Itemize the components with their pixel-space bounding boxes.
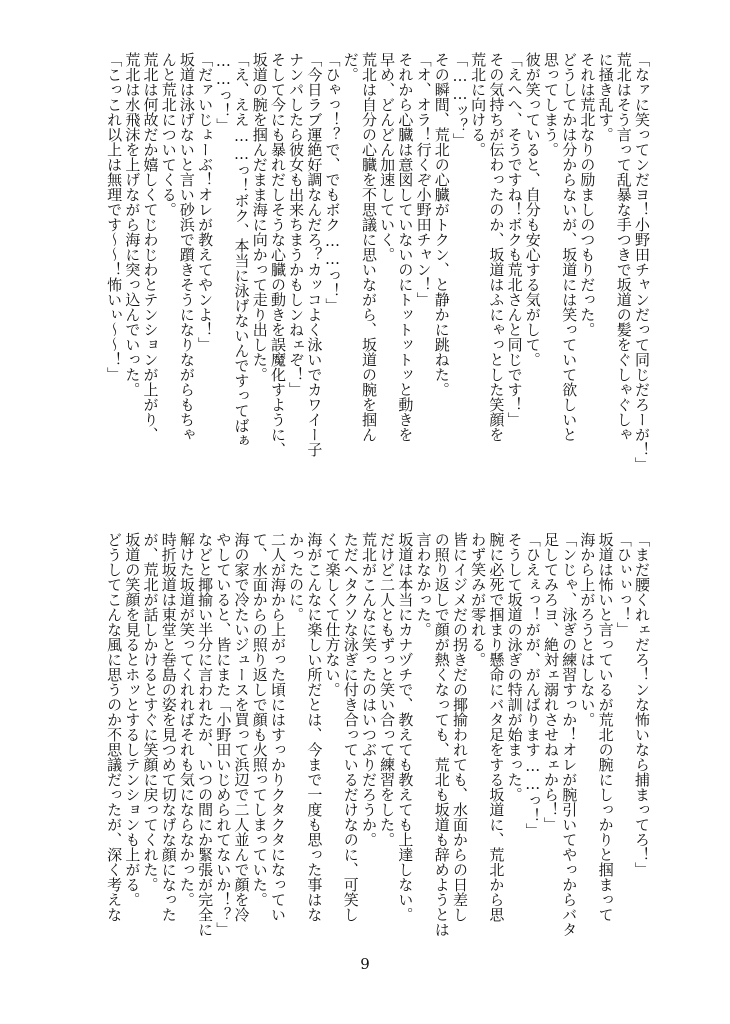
text-column: ……っ！」 xyxy=(214,52,233,133)
text-column: の照り返しで顔が熱くなっても、荒北も坂道も辞めようとは xyxy=(432,532,451,937)
text-column: 「ひゃっ！？で、でもボク……っ！」 xyxy=(323,52,342,313)
text-column: 荒北は何故だか嬉しくてじわじわとテンションが上がり、 xyxy=(141,52,160,442)
text-column: 荒北がこんなに笑ったのはいつぶりだろうか。 xyxy=(359,532,378,847)
text-column: そして今にも暴れだしそうな心臓の動きを誤魔化すように、 xyxy=(268,52,287,457)
text-column: わず笑みが零れる。 xyxy=(469,532,488,667)
text-column: 「なァに笑ってンだヨ！小野田チャンだって同じだろーが！」 xyxy=(633,52,651,472)
text-column: 荒北は自分の心臓を不思議に思いながら、坂道の腕を掴ん xyxy=(359,52,378,442)
text-column: やしていると、皆にまた「小野田いじめられてないか！？」 xyxy=(214,532,233,937)
text-column: 解けた坂道が笑ってくれればそれも気にならなかった。 xyxy=(177,532,196,907)
text-column: 「オ、オラ！行くぞ小野田チャン！」 xyxy=(414,52,433,307)
text-column: 思ってしまう。 xyxy=(541,52,560,157)
page-number: 9 xyxy=(360,955,370,973)
text-column: だ。 xyxy=(341,52,360,82)
text-column: 言わなかった。 xyxy=(414,532,433,637)
text-column: 「まだ腰くれェだろ！ンな怖いなら捕まってろ！」 xyxy=(633,532,651,877)
text-column: 「ひぃぃっ！」 xyxy=(614,532,633,637)
text-column: それから心臓は意図していないのにトットットッと動きを xyxy=(396,52,415,442)
text-column: 海がこんなに楽しい所だとは、今まで一度も思った事はな xyxy=(305,532,324,922)
text-column: そうして坂道の泳ぎの特訓が始まった。 xyxy=(505,532,524,802)
text-column: 坂道は泳げないと言い砂浜で躓きそうになりながらもちゃ xyxy=(177,52,196,442)
text-column: んと荒北についてくる。 xyxy=(159,52,178,217)
text-column: 「ひえぇっ！がが、がんばります……っ！」 xyxy=(523,532,542,838)
text-column: 彼が笑っていると、自分も安心する気がして。 xyxy=(523,52,542,367)
text-column: その瞬間、荒北の心臓がトクン、と静かに跳ねた。 xyxy=(432,52,451,397)
text-column: だけど二人ともずっと笑い合って練習をした。 xyxy=(378,532,397,847)
text-column: 「ンじゃ、泳ぎの練習すっか！オレが腕引いてやっからバタ xyxy=(560,532,579,937)
text-column: 二人が海から上がった頃にはすっかりクタクタになってい xyxy=(268,532,287,922)
text-column: て、水面からの照り返しで顔も火照ってしまっていた。 xyxy=(250,532,269,907)
text-column: 坂道の腕を掴んだまま海に向かって走り出した。 xyxy=(250,52,269,382)
text-column: 海から上がろうとはしない。 xyxy=(578,532,597,727)
text-column: かったのに。 xyxy=(287,532,306,622)
text-column: 腕に必死で掴まり懸命にバタ足をする坂道に、荒北から思 xyxy=(487,532,506,922)
text-column: が、荒北が話しかけるとすぐに笑顔に戻ってくれた。 xyxy=(141,532,160,892)
text-column: それは荒北なりの励ましのつもりだった。 xyxy=(578,52,597,337)
text-column: 早め、どんどん加速していく。 xyxy=(378,52,397,262)
text-column: その気持ちが伝わったのか、坂道はふにゃっとした笑顔を xyxy=(487,52,506,442)
text-column: 荒北は水飛沫を上げながら海に突っ込んでいった。 xyxy=(123,52,142,397)
text-block-upper xyxy=(105,52,651,472)
text-column: 「だァいじょーぶ！オレが教えてやンよ！」 xyxy=(196,52,215,352)
text-column: 皆にイジメだの拐きだの揶揄われても、水面からの日差し xyxy=(450,532,469,922)
text-column: 坂道は怖いと言っているが荒北の腕にしっかりと掴まって xyxy=(596,532,615,922)
text-column: 「え、ええ……っ！ボク、本当に泳げないんですってばぁ xyxy=(232,52,251,448)
text-column: 足してみろヨ、絶対ェ溺れさせねェから！」 xyxy=(541,532,560,832)
text-column: どうしてこんな風に思うのか不思議だったが、深く考えな xyxy=(105,532,124,922)
text-column: 坂道は本当にカナヅチで、教えても教えても上達しない。 xyxy=(396,532,415,922)
text-column: 海の家で冷たいジュースを買って浜辺で二人並んで顔を冷 xyxy=(232,532,251,922)
text-block-lower xyxy=(105,532,651,952)
text-column: どうしてかは分からないが、坂道には笑っていて欲しいと xyxy=(560,52,579,442)
text-column: ナンパしたら彼女も出来ちまうかもしンねェぞ！」 xyxy=(287,52,306,397)
text-column: 「こっこれ以上は無理です〜〜！怖いぃ〜〜！」 xyxy=(105,52,124,382)
text-column: ただヘタクソな泳ぎに付き合っているだけなのに、可笑し xyxy=(341,532,360,922)
text-column: 坂道の笑顔を見るとホッとするしテンションも上がる。 xyxy=(123,532,142,907)
text-column: くて楽しくて仕方ない。 xyxy=(323,532,342,697)
text-column: 荒北に向ける。 xyxy=(469,52,488,157)
text-column: 「えへへ、そうですね！ボクも荒北さんと同じです！」 xyxy=(505,52,524,427)
text-column: 荒北はそう言って乱暴な手つきで坂道の髪をぐしゃぐしゃ xyxy=(614,52,633,442)
text-column: 時折坂道は東堂と巻島の姿を見つめて切なげな顔になった xyxy=(159,532,178,922)
text-column: 「……ッ？」 xyxy=(450,52,469,148)
text-column: に掻き乱す。 xyxy=(596,52,615,142)
text-column: 「今日ラブ運絶好調なんだろ？カッコよく泳いでカワイー子 xyxy=(305,52,324,457)
text-column: などと揶揄い半分に言われたが、いつの間にか緊張が完全に xyxy=(196,532,215,937)
